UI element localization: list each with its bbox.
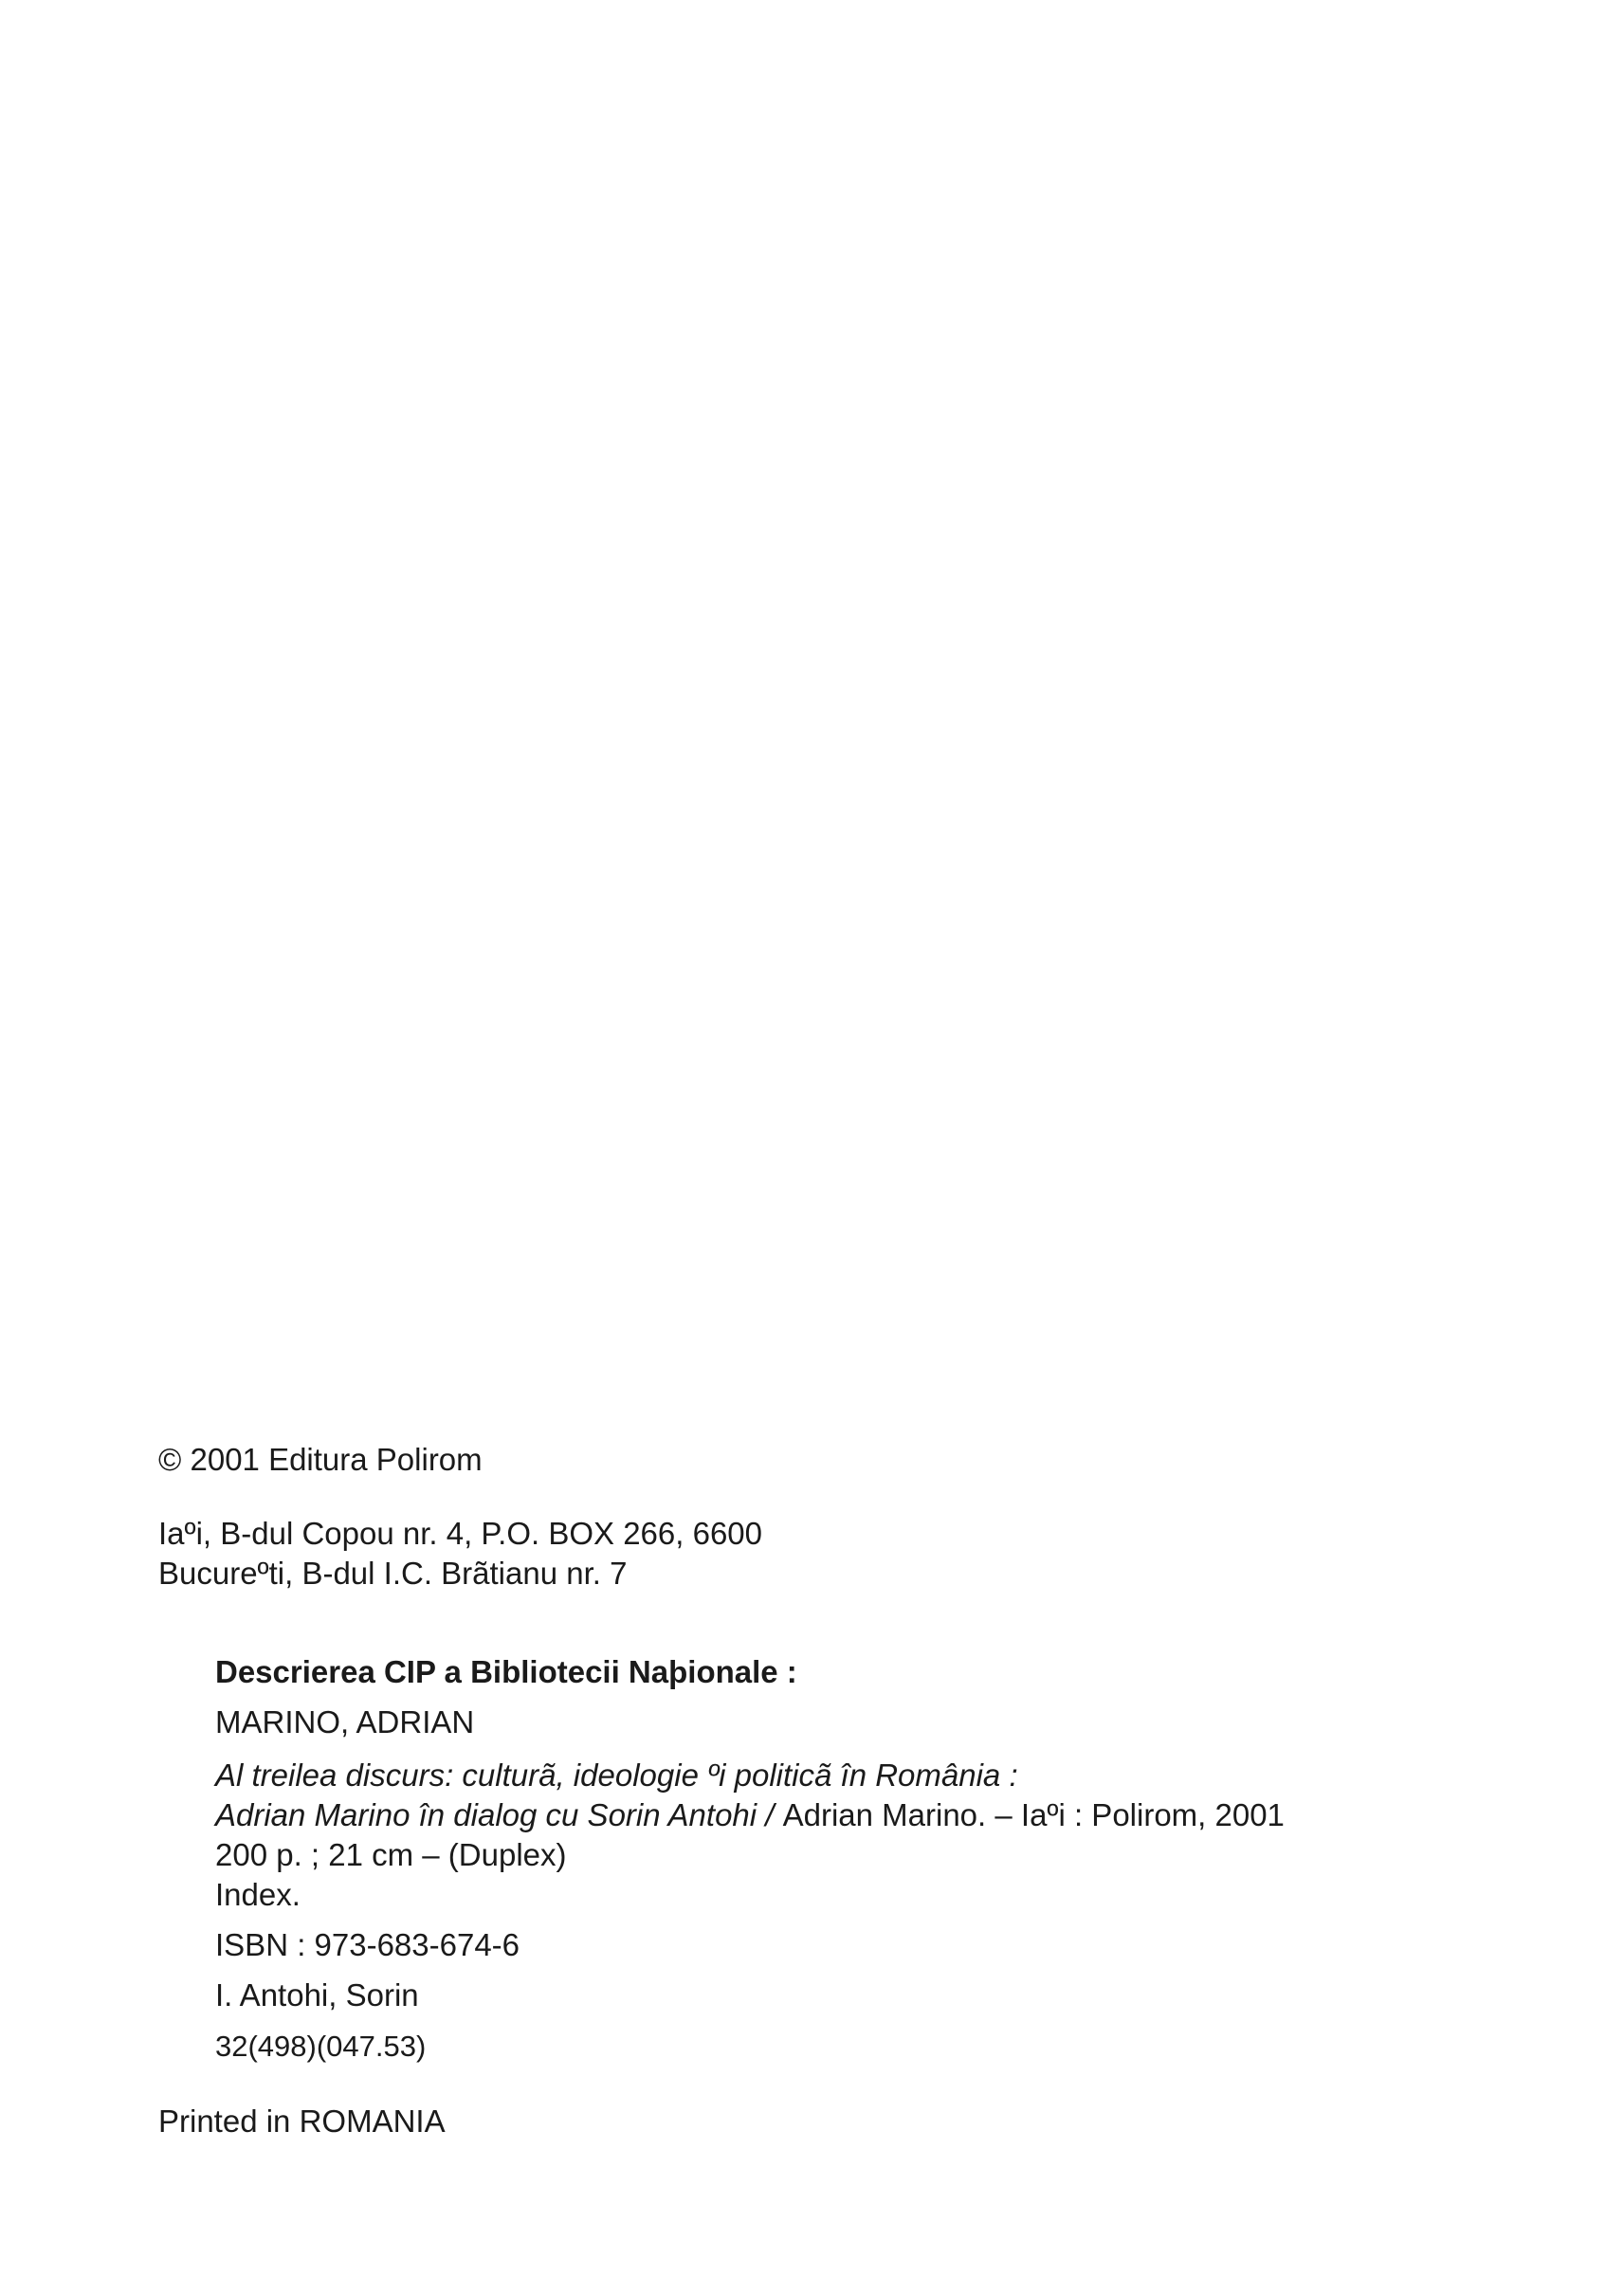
cip-title-line2 (215, 1796, 1285, 1834)
cip-classification: 32(498)(047.53) (215, 2030, 427, 2063)
cip-title-line1: Al treilea discurs: culturã, ideologie ºi politicã în România : (215, 1758, 1018, 1793)
cip-extent: 200 p. ; 21 cm – (Duplex) (215, 1837, 567, 1872)
printed-in: Printed in ROMANIA (158, 2104, 446, 2139)
cip-heading: Descrierea CIP a Bibliotecii Naþionale : (215, 1654, 797, 1689)
cip-added-entry: I. Antohi, Sorin (215, 1977, 419, 2013)
address-bucuresti: Bucureºti, B-dul I.C. Brãtianu nr. 7 (158, 1556, 628, 1591)
cip-title-line2-rest: Adrian Marino. – Iaºi : Polirom, 2001 (782, 1797, 1285, 1832)
address-iasi: Iaºi, B-dul Copou nr. 4, P.O. BOX 266, 6600 (158, 1516, 763, 1551)
cip-isbn: ISBN : 973-683-674-6 (215, 1927, 520, 1962)
copyright-line: © 2001 Editura Polirom (158, 1442, 483, 1477)
cip-author: MARINO, ADRIAN (215, 1704, 475, 1739)
cip-title-line2-italic: Adrian Marino în dialog cu Sorin Antohi / (215, 1797, 783, 1832)
cip-index: Index. (215, 1877, 301, 1912)
